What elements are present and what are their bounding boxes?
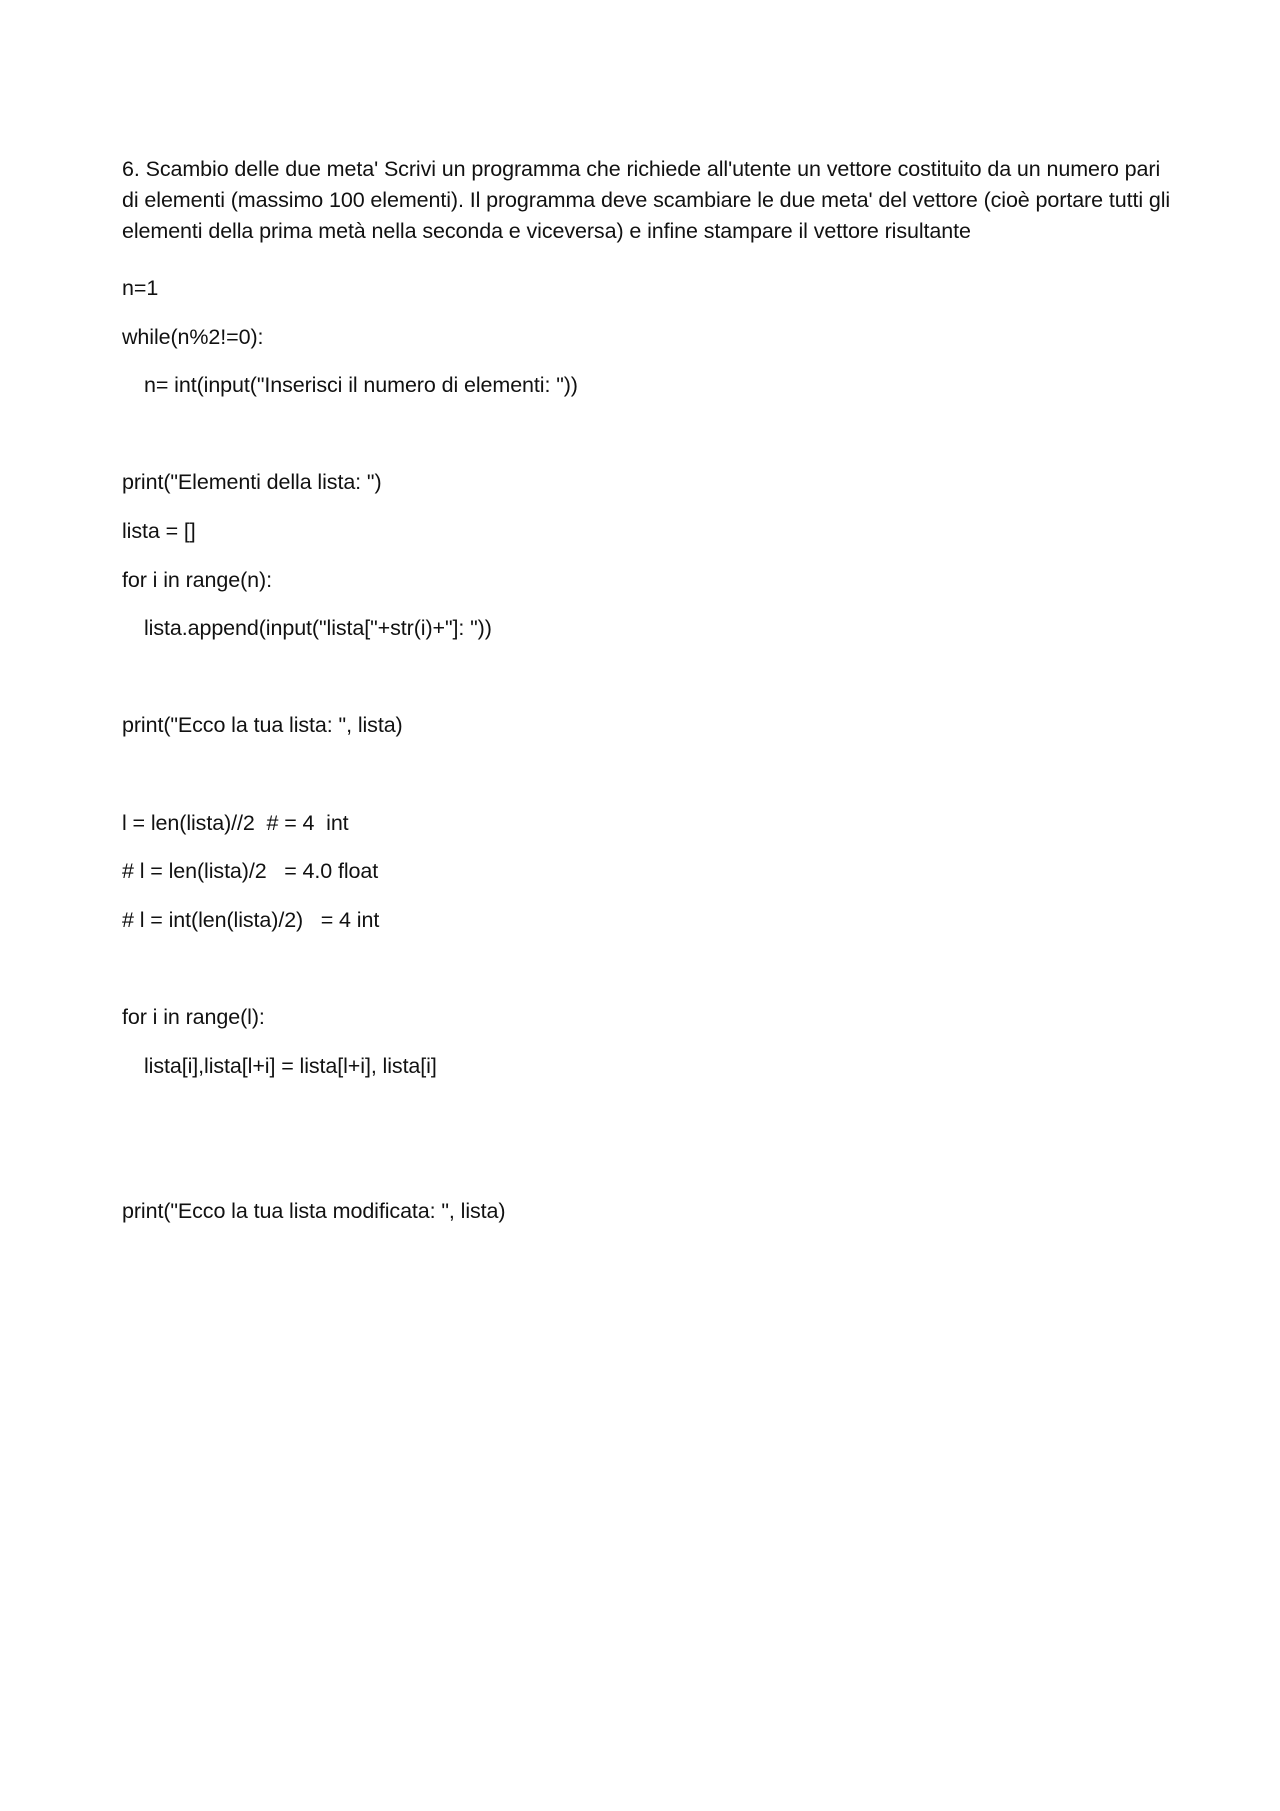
blank-line <box>122 410 1172 459</box>
code-block <box>122 264 1172 1236</box>
code-line: l = len(lista)//2 # = 4 int <box>122 810 349 835</box>
exercise-description: 6. Scambio delle due meta' Scrivi un programma che richiede all'utente un vettore costituito da un numero pari di elementi (massimo 100 elementi). Il programma deve scambiare le due meta' del vettore (cioè portare tutti gli elementi della prima metà nella seconda e viceversa) e infine stampare il vettore risultante <box>122 157 1171 243</box>
blank-line <box>122 653 1172 702</box>
code-line: # l = int(len(lista)/2) = 4 int <box>122 907 380 932</box>
code-line: lista = [] <box>122 518 196 543</box>
code-line: # l = len(lista)/2 = 4.0 float <box>122 859 379 884</box>
code-line: for i in range(n): <box>122 567 272 592</box>
code-line: for i in range(l): <box>122 1004 265 1029</box>
code-line: while(n%2!=0): <box>122 324 264 349</box>
blank-line <box>122 750 1172 799</box>
blank-line <box>122 1139 1172 1188</box>
blank-line <box>122 944 1172 993</box>
code-line: n= int(input("Inserisci il numero di elementi: ")) <box>144 373 578 398</box>
code-line: print("Elementi della lista: ") <box>122 470 382 495</box>
code-line: print("Ecco la tua lista: ", lista) <box>122 713 403 738</box>
code-line: lista.append(input("lista["+str(i)+"]: ")) <box>144 616 492 641</box>
blank-line <box>122 1090 1172 1139</box>
code-line: lista[i],lista[l+i] = lista[l+i], lista[i] <box>144 1053 437 1078</box>
code-line: print("Ecco la tua lista modificata: ", lista) <box>122 1199 506 1224</box>
document-page <box>122 154 1172 1236</box>
code-line: n=1 <box>122 276 159 300</box>
